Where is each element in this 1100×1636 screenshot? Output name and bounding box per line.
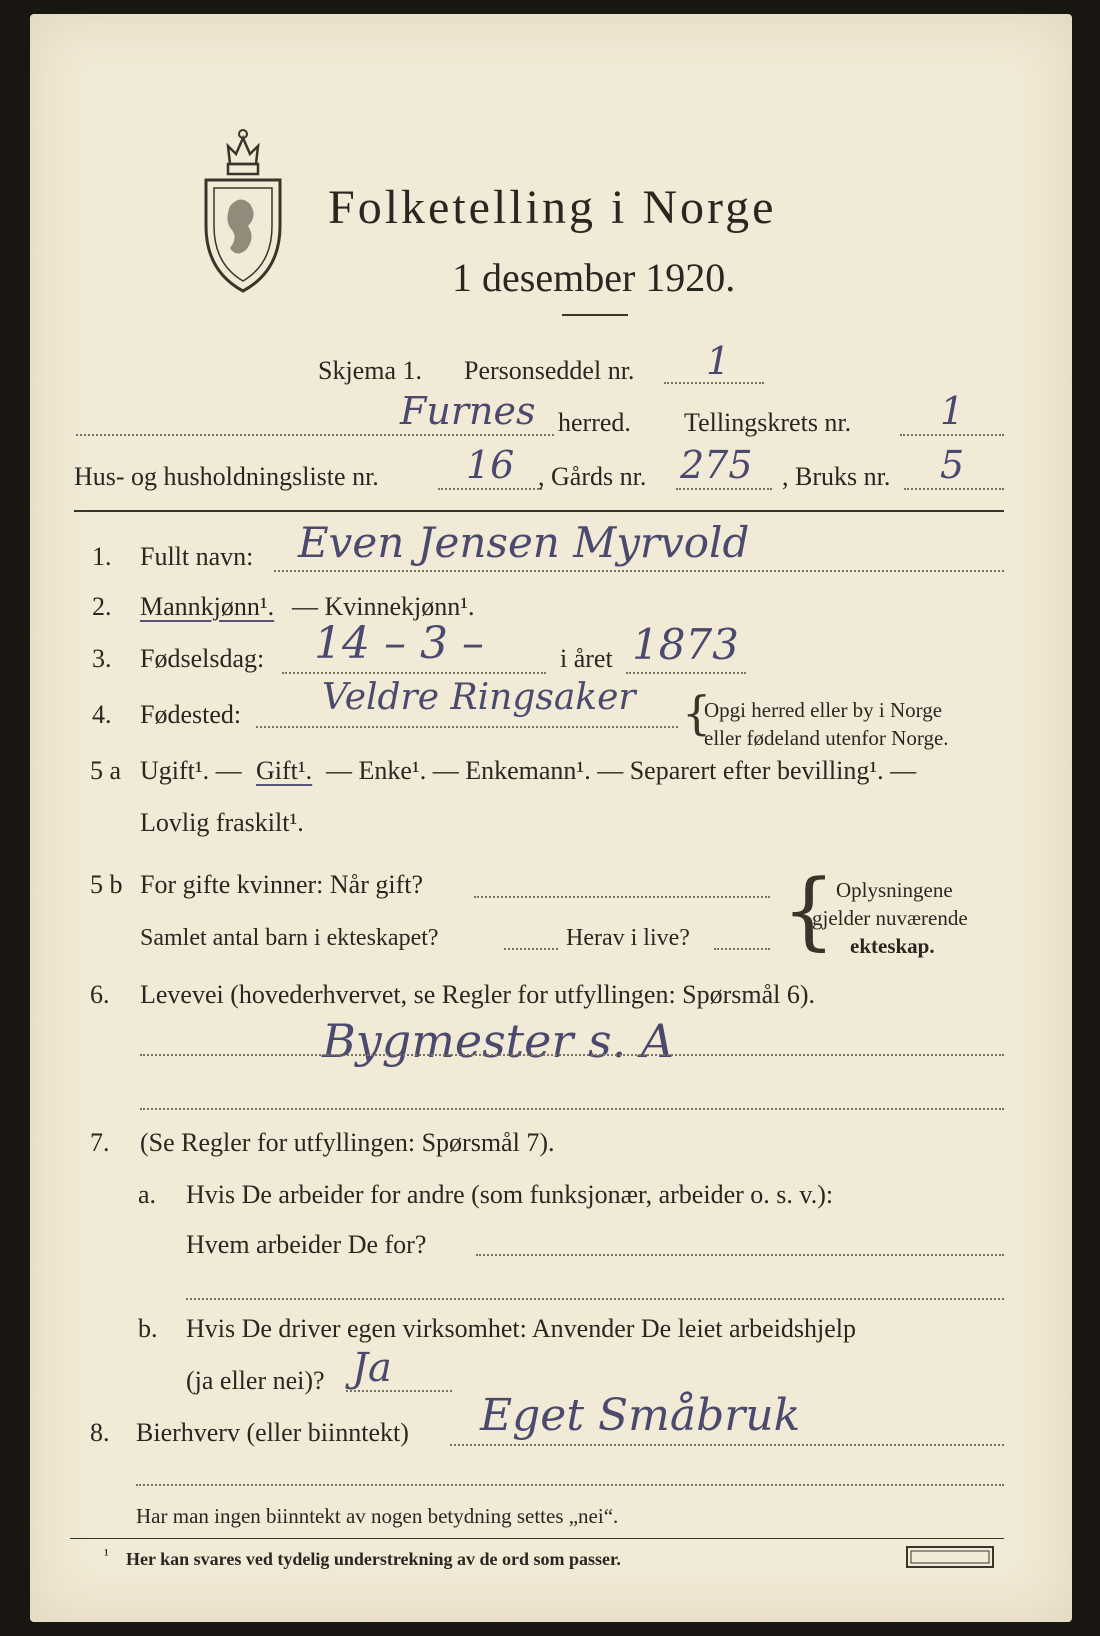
herred-label: herred.: [558, 408, 631, 437]
bruks-label: , Bruks nr.: [782, 462, 891, 491]
form-title: Folketelling i Norge: [328, 181, 777, 234]
q7a-letter: a.: [138, 1180, 157, 1209]
q5a-number: 5 a: [90, 756, 122, 785]
q5a-gift: Gift¹.: [256, 756, 313, 785]
q5b-note-line2: gjelder nuværende: [812, 906, 968, 930]
herred-line: [76, 434, 554, 436]
q3-year-line: [626, 672, 746, 674]
q5b-married-line: [474, 896, 770, 898]
q3-year-value: 1873: [632, 620, 739, 669]
q5b-brace: {: [782, 861, 836, 959]
q3-label: Fødselsdag:: [140, 644, 265, 673]
q6-label: Levevei (hovederhvervet, se Regler for utfyllingen: Spørsmål 6).: [140, 980, 816, 1009]
q3-number: 3.: [92, 644, 112, 673]
footnote-text: Her kan svares ved tydelig understrekning av de ord som passer.: [126, 1549, 621, 1569]
husholdning-line: [438, 488, 542, 490]
tellingskrets-value: 1: [940, 389, 965, 433]
q4-line: [256, 726, 678, 728]
norway-coat-of-arms-icon: [200, 126, 286, 296]
q4-note-line2: eller fødeland utenfor Norge.: [704, 726, 949, 750]
header-divider: [74, 510, 1004, 512]
q6-value: Bygmester s. A: [322, 1014, 675, 1068]
q7b-label: Hvis De driver egen virksomhet: Anvender De leiet arbeidshjelp: [186, 1314, 857, 1343]
q2-male-option: Mannkjønn¹.: [140, 592, 275, 621]
q8-line2: [136, 1484, 1004, 1486]
q6-line2: [140, 1108, 1004, 1110]
q6-line1: [140, 1054, 1004, 1056]
gards-label: , Gårds nr.: [538, 462, 647, 491]
personseddel-value: 1: [706, 339, 731, 383]
q5b-alive-label: Herav i live?: [566, 925, 690, 951]
q8-label: Bierhverv (eller biinntekt): [136, 1418, 409, 1447]
q7-number: 7.: [90, 1128, 110, 1157]
q7b-question: (ja eller nei)?: [186, 1366, 325, 1395]
q4-number: 4.: [92, 700, 112, 729]
q6-number: 6.: [90, 980, 110, 1009]
husholdning-label: Hus- og husholdningsliste nr.: [74, 462, 379, 491]
q2-female-option: — Kvinnekjønn¹.: [292, 592, 475, 621]
q5b-children-line: [504, 948, 558, 950]
q3-year-label: i året: [560, 644, 613, 673]
tellingskrets-label: Tellingskrets nr.: [684, 408, 852, 437]
form-date: 1 desember 1920.: [452, 255, 736, 300]
herred-value: Furnes: [400, 389, 536, 433]
q4-label: Fødested:: [140, 700, 242, 729]
q7b-value: Ja: [352, 1345, 392, 1391]
q4-value: Veldre Ringsaker: [322, 677, 636, 718]
q8-line1: [450, 1444, 1004, 1446]
bruks-line: [904, 488, 1004, 490]
schema-label: Skjema 1.: [318, 356, 422, 385]
personseddel-label: Personseddel nr.: [464, 356, 635, 385]
census-form: [30, 14, 1072, 1622]
q5a-other-options: — Enke¹. — Enkemann¹. — Separert efter bevilling¹. —: [326, 756, 917, 785]
q7-label: (Se Regler for utfyllingen: Spørsmål 7).: [140, 1128, 555, 1157]
q7a-label: Hvis De arbeider for andre (som funksjonær, arbeider o. s. v.):: [186, 1180, 834, 1209]
q1-number: 1.: [92, 542, 112, 571]
q3-value: 14 – 3 –: [314, 618, 484, 669]
gards-value: 275: [680, 443, 753, 487]
q8-value: Eget Småbruk: [480, 1390, 801, 1441]
printer-stamp: [906, 1546, 994, 1568]
q7a-question: Hvem arbeider De for?: [186, 1230, 427, 1259]
q7b-letter: b.: [138, 1314, 158, 1343]
q1-line: [274, 570, 1004, 572]
q5b-note-line1: Oplysningene: [836, 878, 953, 902]
footer-divider: [70, 1538, 1004, 1539]
bruks-value: 5: [940, 443, 965, 487]
husholdning-value: 16: [466, 443, 515, 487]
q4-brace: {: [682, 686, 712, 740]
income-note: Har man ingen biinntekt av nogen betydning settes „nei“.: [136, 1504, 619, 1528]
q2-number: 2.: [92, 592, 112, 621]
footnote-mark: ¹: [104, 1547, 109, 1564]
q1-value: Even Jensen Myrvold: [298, 518, 750, 567]
q5b-number: 5 b: [90, 870, 123, 899]
q1-label: Fullt navn:: [140, 542, 254, 571]
q8-number: 8.: [90, 1418, 110, 1447]
gards-line: [676, 488, 772, 490]
q3-line: [282, 672, 546, 674]
q5a-ugift: Ugift¹. —: [140, 756, 242, 785]
q5b-children-label: Samlet antal barn i ekteskapet?: [140, 925, 439, 951]
q7a-line2: [186, 1298, 1004, 1300]
title-divider: [562, 314, 628, 316]
q5b-label: For gifte kvinner: Når gift?: [140, 870, 424, 899]
q5a-fraskilt: Lovlig fraskilt¹.: [140, 808, 304, 837]
q5b-alive-line: [714, 948, 770, 950]
tellingskrets-line: [900, 434, 1004, 436]
q4-note-line1: Opgi herred eller by i Norge: [704, 698, 943, 722]
q5b-note-line3: ekteskap.: [850, 934, 935, 958]
q7a-line1: [476, 1254, 1004, 1256]
